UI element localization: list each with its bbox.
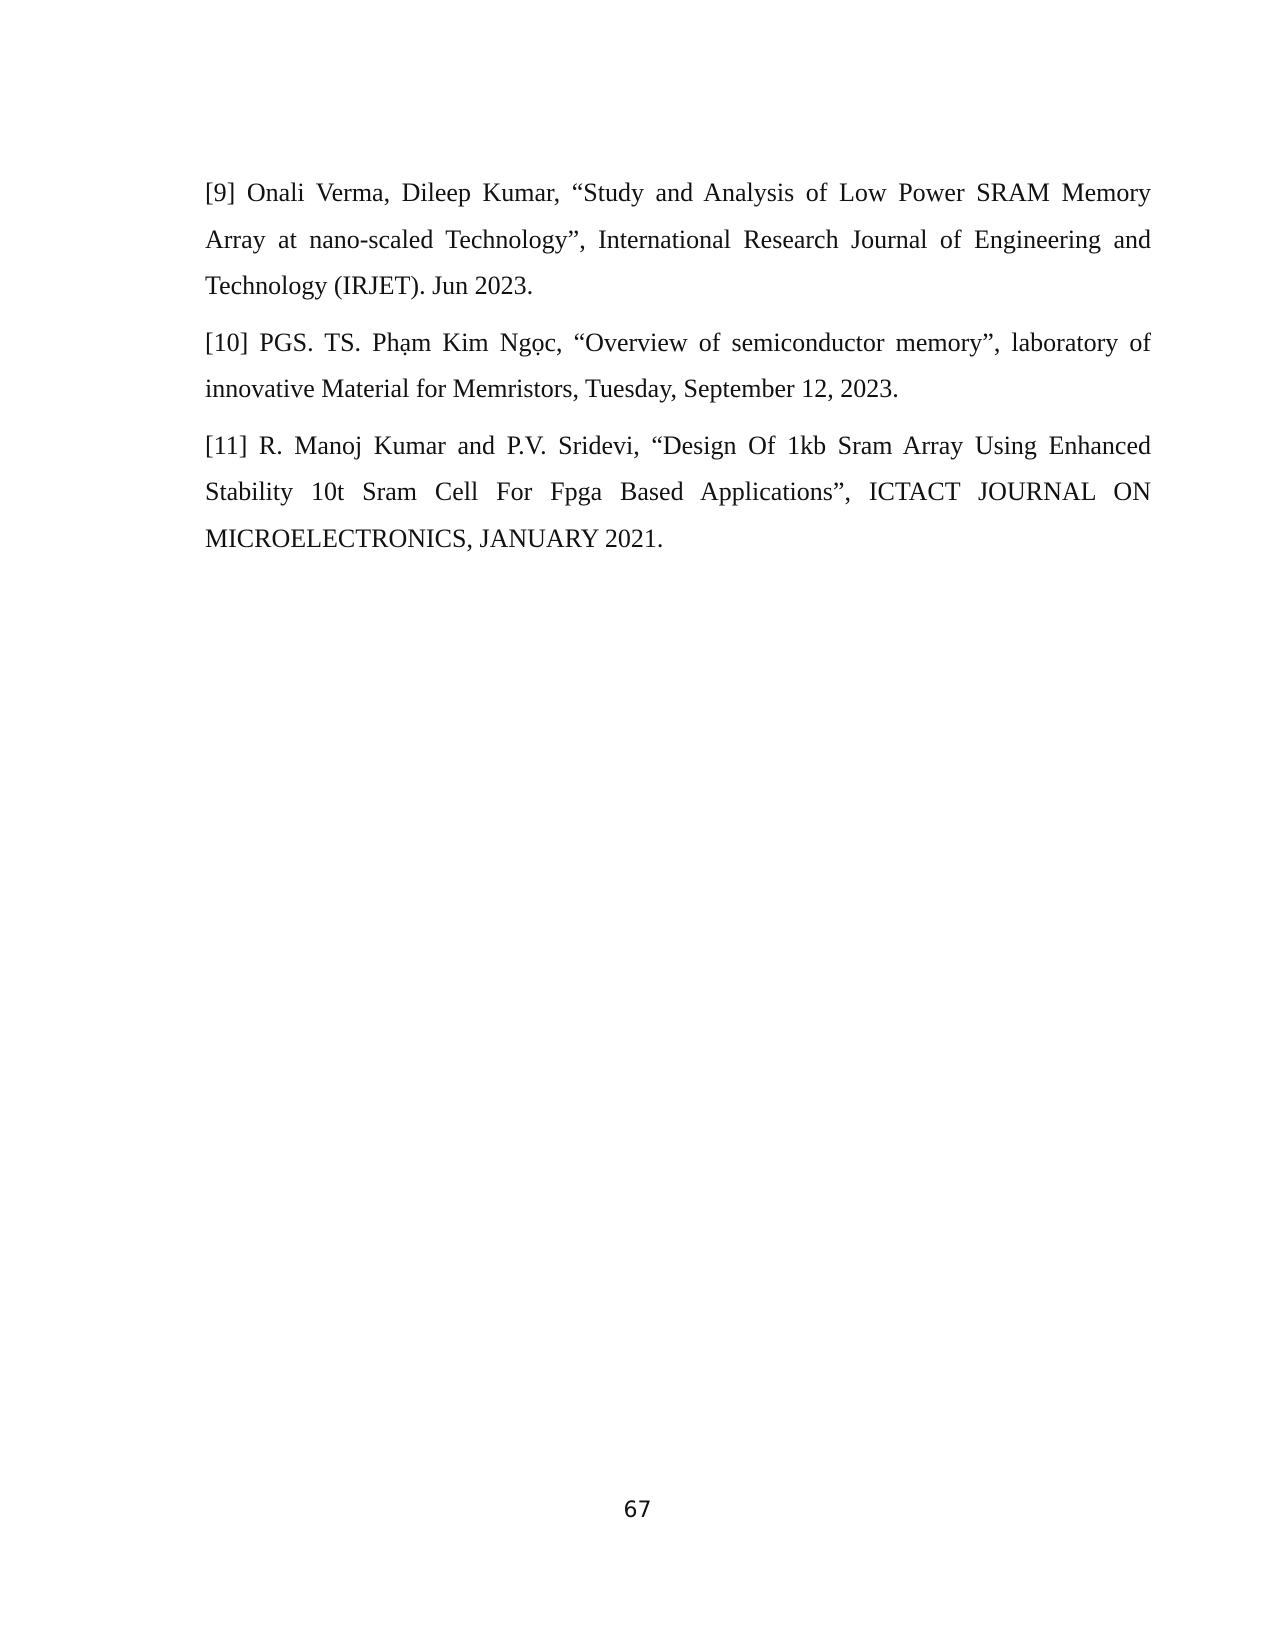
- reference-item-10: [10] PGS. TS. Phạm Kim Ngọc, “Overview of semiconductor memory”, laboratory of innovative Material for Memristors, Tuesday, September 12, 2023.: [205, 327, 1151, 403]
- reference-item-9: [9] Onali Verma, Dileep Kumar, “Study and Analysis of Low Power SRAM Memory Array at nano-scaled Technology”, International Research Journal of Engineering and Technology (IRJET). Jun 2023.: [205, 178, 1151, 300]
- reference-list: [205, 170, 1151, 572]
- page-number: 67: [623, 1498, 652, 1523]
- reference-item-11: [11] R. Manoj Kumar and P.V. Sridevi, “Design Of 1kb Sram Array Using Enhanced Stability 10t Sram Cell For Fpga Based Applications”, ICTACT JOURNAL ON MICROELECTRONICS, JANUARY 2021.: [205, 430, 1151, 553]
